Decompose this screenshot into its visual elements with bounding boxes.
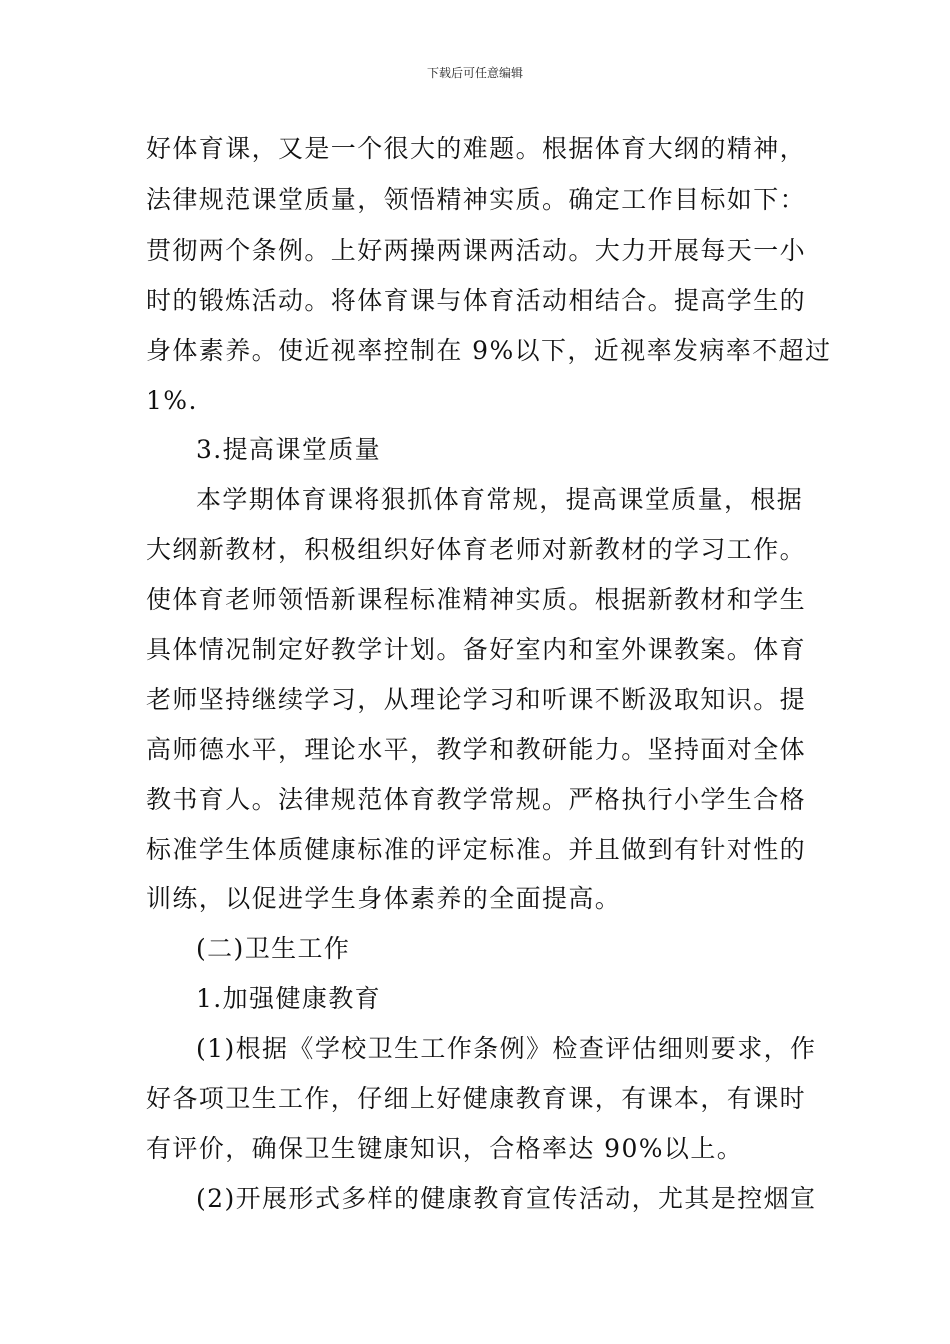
subsection-heading: 1.加强健康教育 xyxy=(196,984,382,1013)
text-line: 法律规范课堂质量，领悟精神实质。确定工作目标如下： xyxy=(146,185,807,214)
text-line: 好各项卫生工作，仔细上好健康教育课，有课本，有课时 xyxy=(146,1084,807,1113)
text-line: 具体情况制定好教学计划。备好室内和室外课教案。体育 xyxy=(146,635,807,664)
text-line: 标准学生体质健康标准的评定标准。并且做到有针对性的 xyxy=(146,835,807,864)
paragraph-first-line: (1)根据《学校卫生工作条例》检查评估细则要求，作 xyxy=(196,1034,817,1063)
text-line: 高师德水平，理论水平，教学和教研能力。坚持面对全体 xyxy=(146,735,807,764)
paragraph-first-line: 本学期体育课将狠抓体育常规，提高课堂质量，根据 xyxy=(196,485,804,514)
section-heading: 3.提高课堂质量 xyxy=(196,435,382,464)
text-line: 好体育课，又是一个很大的难题。根据体育大纲的精神， xyxy=(146,134,807,163)
text-line: 时的锻炼活动。将体育课与体育活动相结合。提高学生的 xyxy=(146,286,807,315)
text-line: 贯彻两个条例。上好两操两课两活动。大力开展每天一小 xyxy=(146,236,807,265)
text-line: 1%. xyxy=(146,386,198,415)
text-line: 教书育人。法律规范体育教学常规。严格执行小学生合格 xyxy=(146,785,807,814)
page-header: 下载后可任意编辑 xyxy=(426,66,523,80)
text-line: 大纲新教材，积极组织好体育老师对新教材的学习工作。 xyxy=(146,535,807,564)
text-line: 老师坚持继续学习，从理论学习和听课不断汲取知识。提 xyxy=(146,685,807,714)
text-line: 使体育老师领悟新课程标准精神实质。根据新教材和学生 xyxy=(146,585,807,614)
section-heading: (二)卫生工作 xyxy=(196,934,351,963)
text-line: 有评价，确保卫生键康知识，合格率达 90%以上。 xyxy=(146,1134,744,1163)
text-line: 身体素养。使近视率控制在 9%以下，近视率发病率不超过 xyxy=(146,336,832,365)
paragraph-first-line: (2)开展形式多样的健康教育宣传活动，尤其是控烟宣 xyxy=(196,1184,817,1213)
text-line: 训练，以促进学生身体素养的全面提高。 xyxy=(146,884,622,913)
